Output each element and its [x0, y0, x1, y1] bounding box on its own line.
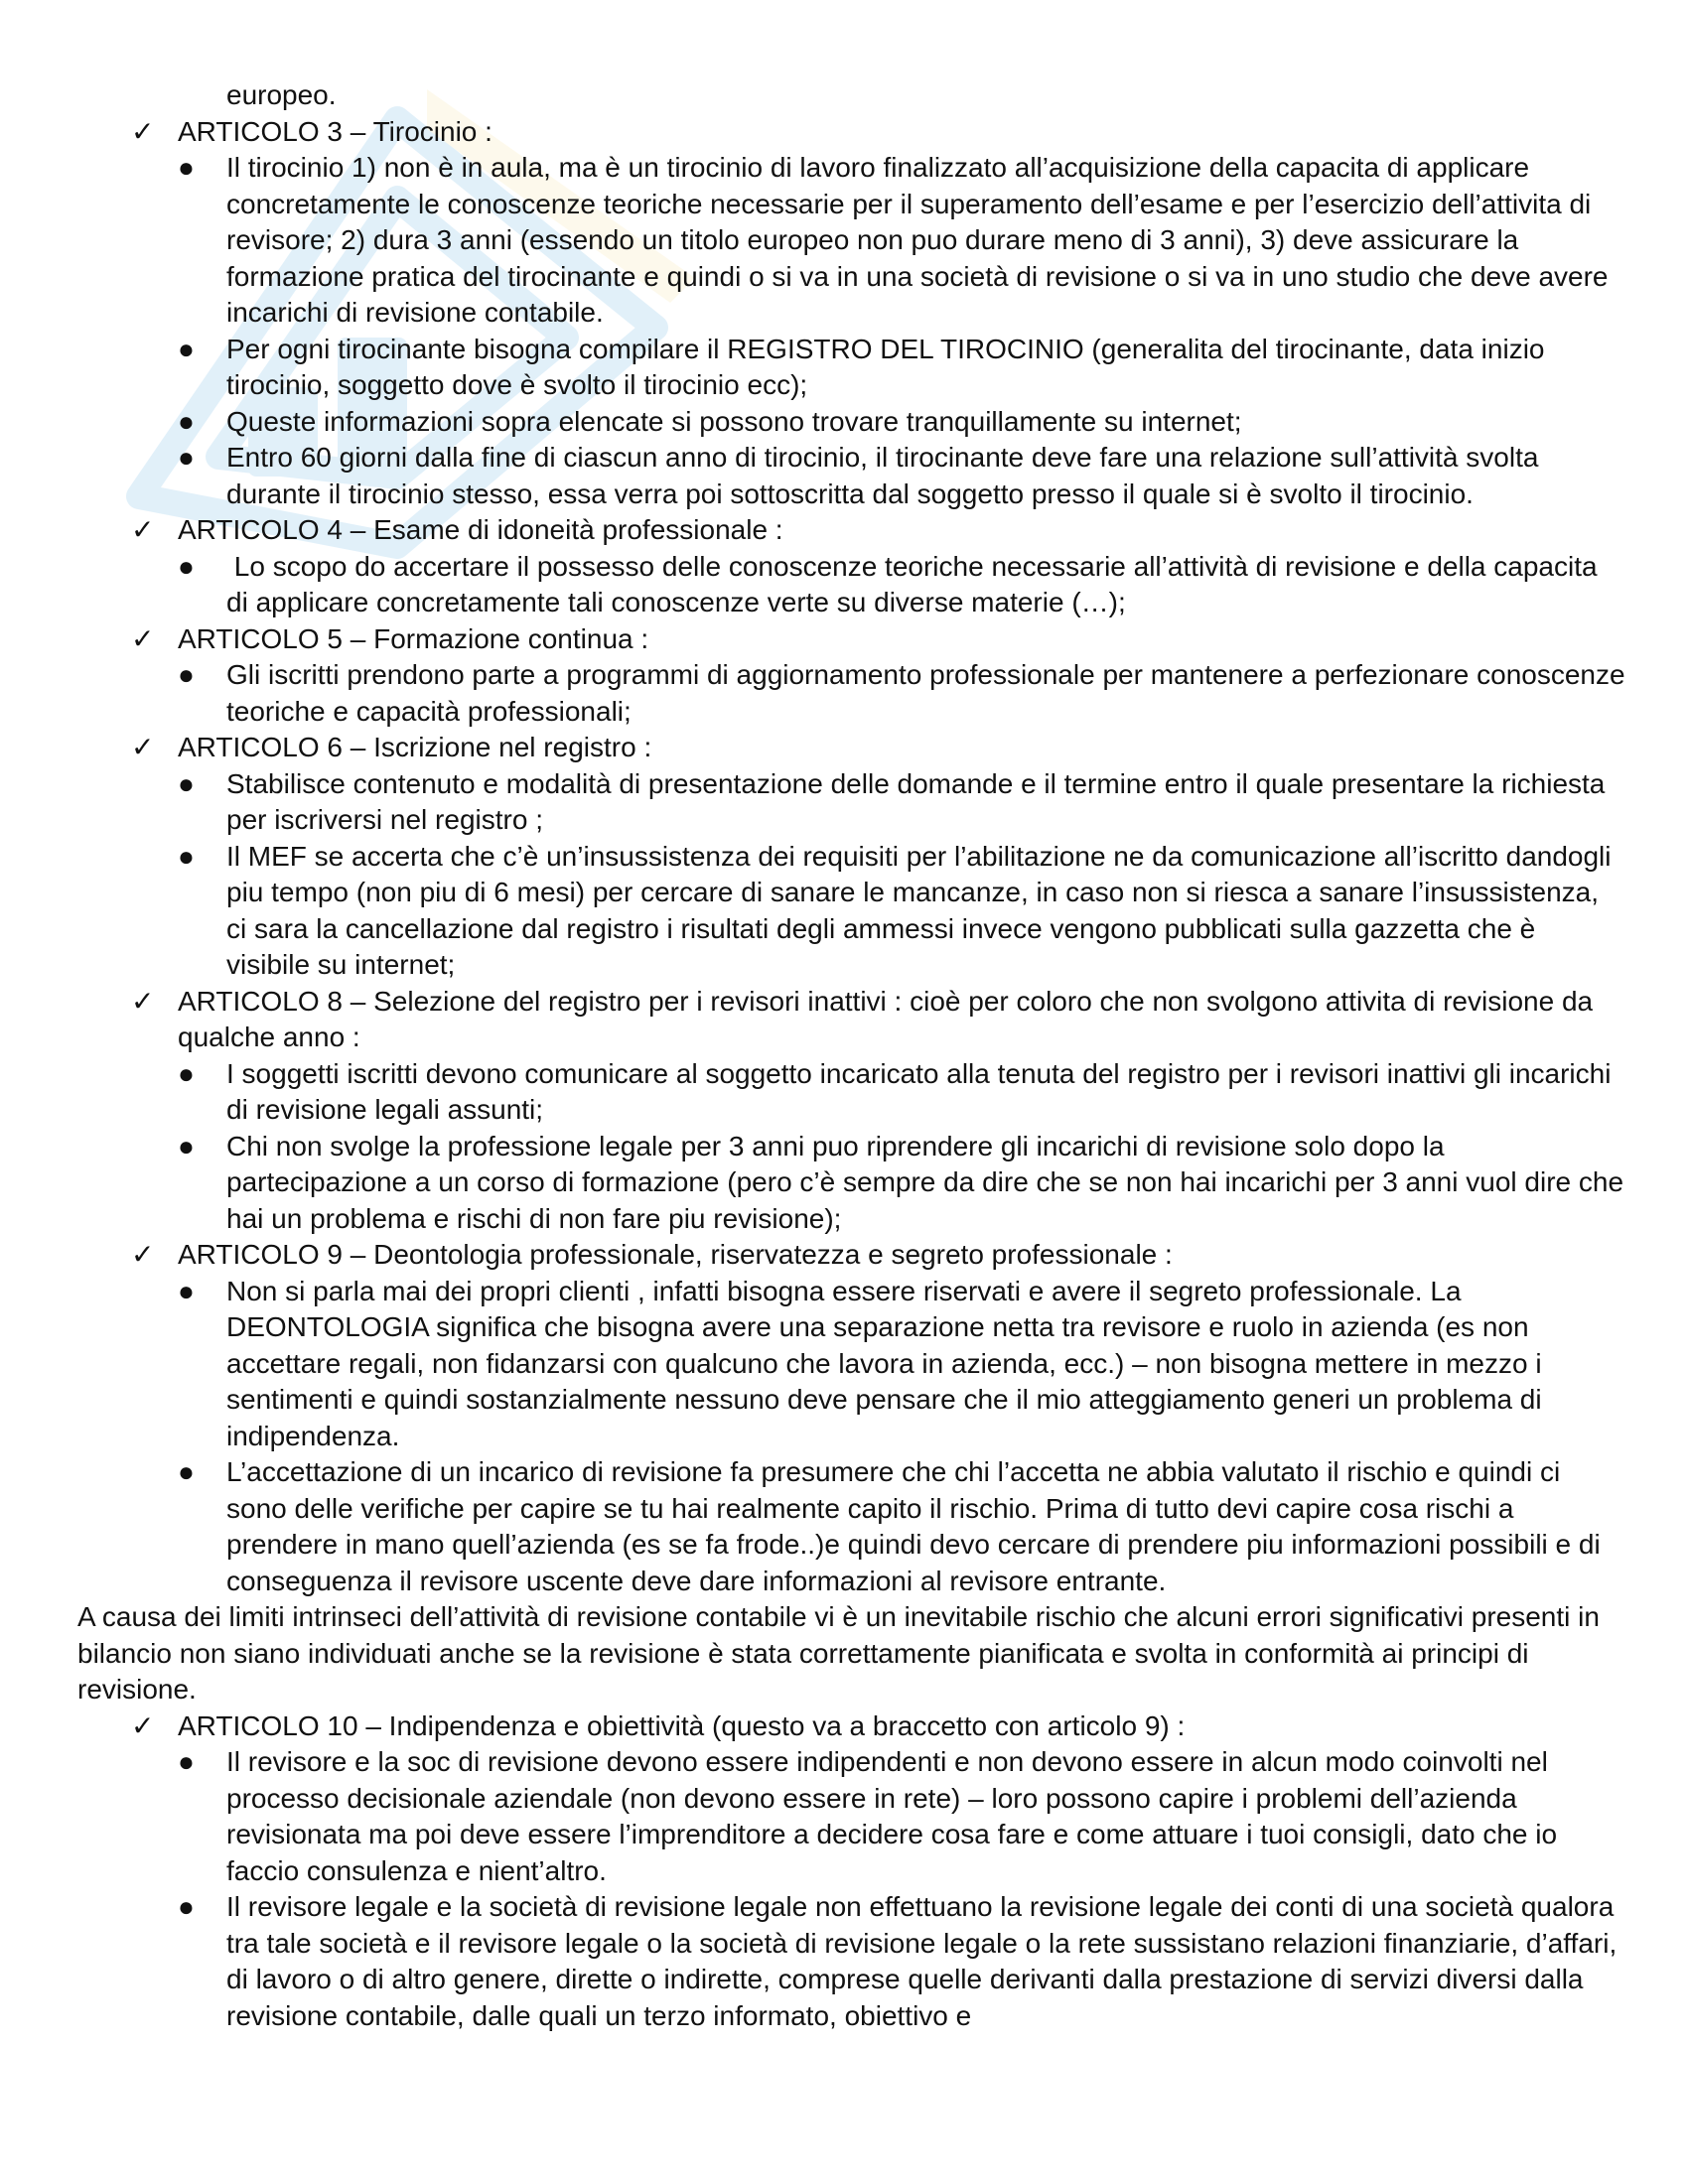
bullet-icon: ● [178, 1746, 195, 1777]
bullet-text: Lo scopo do accertare il possesso delle conoscenze teoriche necessarie all’attività di revisione e della capacita di applicare concretamente tali conoscenze verte su diverse materie (…); [226, 550, 1606, 617]
bullet-text: Il revisore e la soc di revisione devono essere indipendenti e non devono essere in alcun modo coinvolti nel processo decisionale aziendale (non devono essere in rete) – loro possono capire i problemi dell’azienda revisionata ma poi deve essere l’imprenditore a decidere cosa fare e come attuare i tuoi consigli, dato che io faccio consulenza e nient’altro. [226, 1746, 1558, 1886]
article-5-title: ARTICOLO 5 – Formazione continua : [178, 622, 649, 654]
bullet-icon: ● [178, 152, 195, 183]
checkmark-icon: ✓ [131, 115, 155, 147]
article-5-heading [77, 621, 1626, 658]
bullet-text: I soggetti iscritti devono comunicare al soggetto incaricato alla tenuta del registro per i revisori inattivi gli incarichi di revisione legali assunti; [226, 1057, 1612, 1125]
bullet-icon: ● [178, 767, 195, 799]
article-6-title: ARTICOLO 6 – Iscrizione nel registro : [178, 732, 652, 762]
article-6-bullet-1 [77, 766, 1626, 839]
bullet-icon: ● [178, 442, 195, 473]
article-4-heading [77, 512, 1626, 549]
checkmark-icon: ✓ [131, 1709, 155, 1741]
bullet-icon: ● [178, 659, 195, 690]
article-9-bullet-2 [77, 1454, 1626, 1599]
article-10-bullet-2 [77, 1889, 1626, 2034]
bullet-icon: ● [178, 1275, 195, 1306]
article-3-bullet-1 [77, 150, 1626, 332]
bullet-text: Stabilisce contenuto e modalità di presentazione delle domande e il termine entro il quale presentare la richiesta per iscriversi nel registro ; [226, 767, 1606, 835]
bullet-text: Il tirocinio 1) non è in aula, ma è un tirocinio di lavoro finalizzato all’acquisizione della capacita di applicare concretamente le conoscenze teoriche necessarie per il superamento dell’esame e per l’esercizio dell’attivita di revisore; 2) dura 3 anni (essendo un titolo europeo non puo durare meno di 3 anni), 3) deve assicurare la formazione pratica del tirocinante e quindi o si va in una società di revisione o si va in uno studio che deve avere incarichi di revisione contabile. [226, 152, 1609, 328]
bullet-text: Chi non svolge la professione legale per 3 anni puo riprendere gli incarichi di revisione solo dopo la partecipazione a un corso di formazione (pero c’è sempre da dire che se non hai incarichi per 3 anni vuol dire che hai un problema e rischi di non fare piu revisione); [226, 1130, 1624, 1234]
article-4-bullet-1 [77, 549, 1626, 621]
article-8-title: ARTICOLO 8 – Selezione del registro per i revisori inattivi : cioè per coloro che non svolgono attivita di revisione da qualche anno : [178, 985, 1594, 1052]
article-10-title: ARTICOLO 10 – Indipendenza e obiettività (questo va a braccetto con articolo 9) : [178, 1709, 1186, 1741]
bullet-icon: ● [178, 1057, 195, 1089]
checkmark-icon: ✓ [131, 514, 155, 545]
bullet-text: Non si parla mai dei propri clienti , infatti bisogna essere riservati e avere il segreto professionale. La DEONTOLOGIA significa che bisogna avere una separazione netta tra revisore e ruolo in azienda (es non accettare regali, non fidanzarsi con qualcuno che lavora in azienda, ecc.) – non bisogna mettere in mezzo i sentimenti e quindi sostanzialmente nessuno deve pensare che il mio atteggiamento generi un problema di indipendenza. [226, 1275, 1542, 1451]
article-5-bullet-1 [77, 657, 1626, 730]
intro-continuation: europeo. [226, 79, 337, 110]
bullet-text: Entro 60 giorni dalla fine di ciascun anno di tirocinio, il tirocinante deve fare una relazione sull’attività svolta durante il tirocinio stesso, essa verra poi sottoscritta dal soggetto presso il quale si è svolto il tirocinio. [226, 442, 1539, 509]
bullet-icon: ● [178, 550, 195, 582]
body-paragraph: A causa dei limiti intrinseci dell’attività di revisione contabile vi è un inevitabile rischio che alcuni errori significativi presenti in bilancio non siano individuati anche se la revisione è stata correttamente pianificata e svolta in conformità ai principi di revisione. [77, 1601, 1600, 1705]
bullet-icon: ● [178, 405, 195, 437]
article-6-heading [77, 730, 1626, 766]
article-6-bullet-2 [77, 839, 1626, 984]
bullet-icon: ● [178, 840, 195, 872]
article-3-bullet-3 [77, 404, 1626, 441]
bullet-text: Gli iscritti prendono parte a programmi di aggiornamento professionale per mantenere a perfezionare conoscenze teoriche e capacità professionali; [226, 659, 1625, 727]
bullet-text: Per ogni tirocinante bisogna compilare il REGISTRO DEL TIROCINIO (generalita del tirocinante, data inizio tirocinio, soggetto dove è svolto il tirocinio ecc); [226, 333, 1545, 400]
article-9-heading [77, 1237, 1626, 1274]
bullet-icon: ● [178, 1456, 195, 1487]
article-10-bullet-1 [77, 1744, 1626, 1889]
article-4-title: ARTICOLO 4 – Esame di idoneità professionale : [178, 514, 783, 545]
article-3-bullet-2 [77, 332, 1626, 404]
article-8-heading [77, 984, 1626, 1056]
bullet-text: Il revisore legale e la società di revisione legale non effettuano la revisione legale dei conti di una società qualora tra tale società e il revisore legale o la società di revisione legale o la rete sussistano relazioni finanziarie, d’affari, di lavoro o di altro genere, dirette o indirette, comprese quelle derivanti dalla prestazione di servizi diversi dalla revisione contabile, dalle quali un terzo informato, obiettivo e [226, 1891, 1618, 2031]
document-page [77, 77, 1626, 2034]
checkmark-icon: ✓ [131, 1239, 155, 1270]
article-3-bullet-4 [77, 440, 1626, 512]
bullet-text: L’accettazione di un incarico di revisione fa presumere che chi l’accetta ne abbia valutato il rischio e quindi ci sono delle verifiche per capire se tu hai realmente capito il rischio. Prima di tutto devi capire cosa rischi a prendere in mano quell’azienda (es se fa frode..)e quindi devo cercare di prendere piu informazioni possibili e di conseguenza il revisore uscente deve dare informazioni al revisore entrante. [226, 1456, 1601, 1596]
article-9-title: ARTICOLO 9 – Deontologia professionale, riservatezza e segreto professionale : [178, 1239, 1173, 1270]
bullet-icon: ● [178, 333, 195, 364]
checkmark-icon: ✓ [131, 732, 155, 762]
bullet-text: Queste informazioni sopra elencate si possono trovare tranquillamente su internet; [226, 405, 1242, 437]
article-8-bullet-2 [77, 1129, 1626, 1238]
article-10-heading [77, 1708, 1626, 1745]
bullet-text: Il MEF se accerta che c’è un’insussistenza dei requisiti per l’abilitazione ne da comunicazione all’iscritto dandogli piu tempo (non piu di 6 mesi) per cercare di sanare le mancanze, in caso non si riesca a sanare l’insussistenza, ci sara la cancellazione dal registro i risultati degli ammessi invece vengono pubblicati sulla gazzetta che è visibile su internet; [226, 840, 1612, 980]
article-8-bullet-1 [77, 1056, 1626, 1129]
article-9-bullet-1 [77, 1274, 1626, 1455]
article-3-heading [77, 114, 1626, 151]
checkmark-icon: ✓ [131, 622, 155, 654]
article-3-title: ARTICOLO 3 – Tirocinio : [178, 115, 492, 147]
checkmark-icon: ✓ [131, 985, 155, 1017]
bullet-icon: ● [178, 1891, 195, 1922]
bullet-icon: ● [178, 1130, 195, 1161]
